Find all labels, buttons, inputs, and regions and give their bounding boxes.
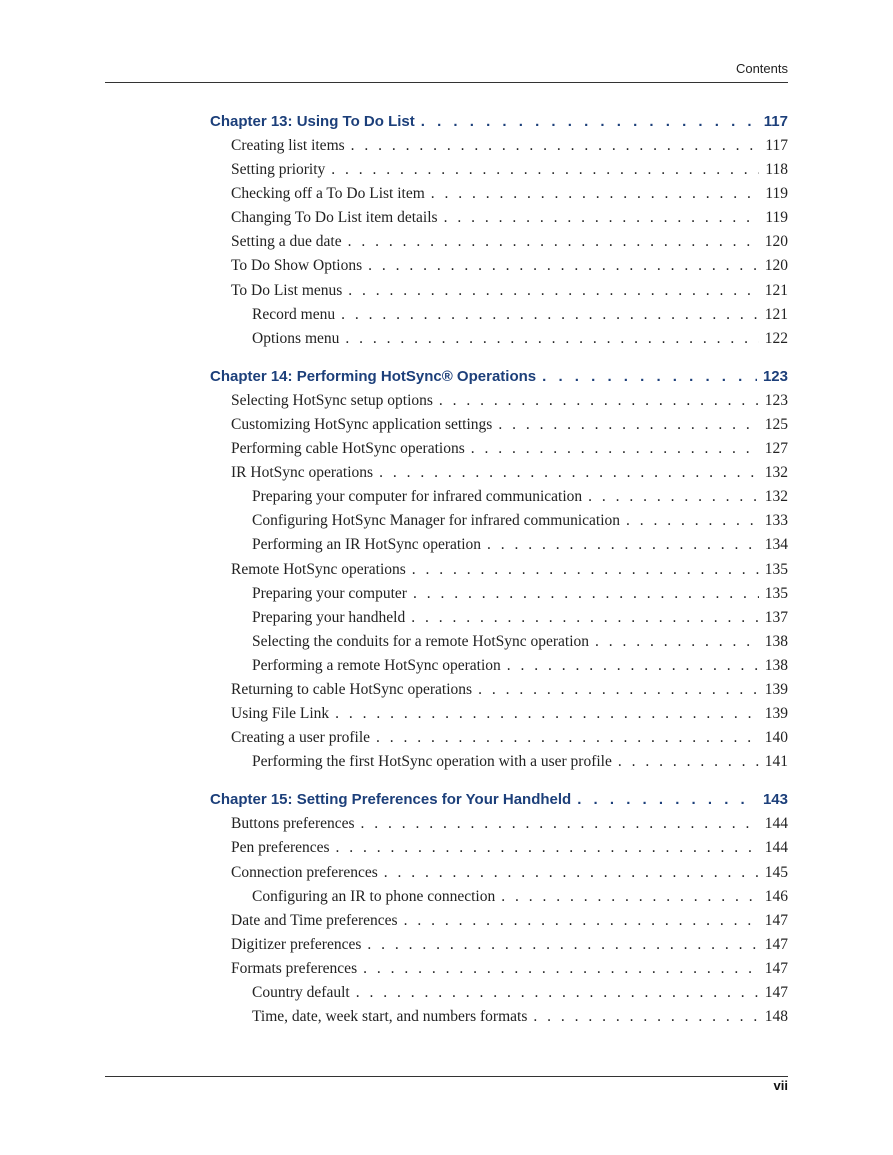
toc-entry-page: 117 xyxy=(763,113,788,130)
dot-leader xyxy=(444,206,760,230)
toc-entry-title: Chapter 15: Setting Preferences for Your Handheld xyxy=(210,791,572,809)
dot-leader xyxy=(577,788,757,812)
toc-entry-page: 121 xyxy=(764,281,788,299)
toc-entry-page: 122 xyxy=(764,329,788,347)
toc-entry-title: To Do List menus xyxy=(231,281,343,299)
dot-leader xyxy=(595,630,759,654)
dot-leader xyxy=(421,110,758,134)
dot-leader xyxy=(501,885,759,909)
toc-entry-title: Remote HotSync operations xyxy=(231,560,406,578)
toc-entry-title: Setting priority xyxy=(231,161,326,179)
toc-entry-title: Record menu xyxy=(252,305,336,323)
dot-leader xyxy=(356,981,759,1005)
toc-entry-title: Checking off a To Do List item xyxy=(231,185,425,203)
toc-section-entry[interactable] xyxy=(210,558,788,582)
toc-chapter-entry[interactable] xyxy=(210,110,788,134)
toc-section-entry[interactable] xyxy=(210,437,788,461)
toc-entry-page: 127 xyxy=(764,440,788,458)
toc-entry-title: Creating a user profile xyxy=(231,729,371,747)
toc-entry-page: 133 xyxy=(764,512,788,530)
toc-entry-title: To Do Show Options xyxy=(231,257,363,275)
toc-subsection-entry[interactable] xyxy=(210,303,788,327)
toc-entry-title: Options menu xyxy=(252,329,340,347)
toc-entry-title: Returning to cable HotSync operations xyxy=(231,680,473,698)
toc-entry-title: Using File Link xyxy=(231,705,330,723)
toc-entry-title: Performing an IR HotSync operation xyxy=(252,536,482,554)
dot-leader xyxy=(626,509,759,533)
dot-leader xyxy=(618,750,759,774)
toc-entry-page: 141 xyxy=(764,753,788,771)
dot-leader xyxy=(379,461,759,485)
dot-leader xyxy=(376,726,759,750)
toc-entry-title: Configuring HotSync Manager for infrared communication xyxy=(252,512,621,530)
toc-entry-page: 147 xyxy=(764,935,788,953)
dot-leader xyxy=(341,303,759,327)
dot-leader xyxy=(411,606,759,630)
toc-subsection-entry[interactable] xyxy=(210,582,788,606)
toc-entry-title: Preparing your computer xyxy=(252,584,407,602)
toc-entry-page: 117 xyxy=(765,137,788,154)
toc-section-entry[interactable] xyxy=(210,812,788,836)
dot-leader xyxy=(367,933,758,957)
toc-entry-page: 134 xyxy=(764,536,788,554)
toc-entry-page: 121 xyxy=(764,305,788,323)
toc-section-entry[interactable] xyxy=(210,933,788,957)
toc-entry-title: Configuring an IR to phone connection xyxy=(252,887,496,905)
toc-entry-title: Date and Time preferences xyxy=(231,911,398,929)
toc-section-entry[interactable] xyxy=(210,254,788,278)
toc-entry-page: 123 xyxy=(764,391,788,409)
toc-chapter-entry[interactable] xyxy=(210,788,788,812)
dot-leader xyxy=(336,836,759,860)
dot-leader xyxy=(351,134,760,158)
toc-entry-title: Performing the first HotSync operation with a user profile xyxy=(252,753,612,771)
toc-entry-page: 138 xyxy=(764,632,788,650)
toc-entry-title: Digitizer preferences xyxy=(231,935,362,953)
toc-entry-page: 120 xyxy=(764,257,788,275)
toc-entry-title: Country default xyxy=(252,984,350,1001)
toc-entry-page: 147 xyxy=(764,959,788,977)
toc-entry-page: 139 xyxy=(764,680,788,698)
toc-section-entry[interactable] xyxy=(210,702,788,726)
toc-entry-title: Pen preferences xyxy=(231,839,330,857)
toc-entry-title: Buttons preferences xyxy=(231,815,355,833)
dot-leader xyxy=(348,279,758,303)
toc-entry-page: 135 xyxy=(764,584,788,602)
toc-subsection-entry[interactable] xyxy=(210,981,788,1005)
toc-subsection-entry[interactable] xyxy=(210,885,788,909)
toc-entry-title: Setting a due date xyxy=(231,233,342,251)
toc-subsection-entry[interactable] xyxy=(210,327,788,351)
dot-leader xyxy=(384,861,759,885)
dot-leader xyxy=(412,558,759,582)
toc-section-entry[interactable] xyxy=(210,389,788,413)
toc-section-entry[interactable] xyxy=(210,909,788,933)
dot-leader xyxy=(413,582,759,606)
toc-entry-page: 139 xyxy=(764,705,788,723)
toc-entry-title: Chapter 13: Using To Do List xyxy=(210,113,415,130)
toc-entry-page: 144 xyxy=(764,815,788,833)
toc-subsection-entry[interactable] xyxy=(210,606,788,630)
toc-entry-page: 145 xyxy=(764,863,788,881)
dot-leader xyxy=(542,365,757,389)
dot-leader xyxy=(498,413,758,437)
toc-subsection-entry[interactable] xyxy=(210,630,788,654)
toc-entry-title: Performing cable HotSync operations xyxy=(231,440,465,458)
toc-entry-page: 120 xyxy=(764,233,788,251)
toc-entry-title: Preparing your handheld xyxy=(252,608,406,626)
toc-section-entry[interactable] xyxy=(210,726,788,750)
toc-entry-page: 143 xyxy=(762,791,788,809)
toc-entry-title: Chapter 14: Performing HotSync® Operations xyxy=(210,367,537,385)
dot-leader xyxy=(588,485,759,509)
toc-entry-page: 148 xyxy=(764,1008,788,1026)
header-rule xyxy=(105,82,788,83)
toc-entry-title: Changing To Do List item details xyxy=(231,209,438,227)
toc-subsection-entry[interactable] xyxy=(210,1005,788,1029)
table-of-contents xyxy=(210,110,788,1029)
toc-section-entry[interactable] xyxy=(210,678,788,702)
toc-entry-page: 119 xyxy=(765,185,788,203)
toc-entry-page: 146 xyxy=(764,887,788,905)
toc-entry-title: Preparing your computer for infrared communication xyxy=(252,488,583,506)
dot-leader xyxy=(331,158,759,182)
toc-entry-title: IR HotSync operations xyxy=(231,464,374,482)
toc-entry-page: 119 xyxy=(765,209,788,227)
dot-leader xyxy=(348,230,759,254)
dot-leader xyxy=(439,389,759,413)
toc-entry-page: 138 xyxy=(764,656,788,674)
toc-section-entry[interactable] xyxy=(210,836,788,860)
dot-leader xyxy=(478,678,759,702)
toc-section-entry[interactable] xyxy=(210,182,788,206)
dot-leader xyxy=(471,437,759,461)
dot-leader xyxy=(487,533,759,557)
toc-subsection-entry[interactable] xyxy=(210,654,788,678)
dot-leader xyxy=(507,654,759,678)
toc-entry-title: Connection preferences xyxy=(231,863,378,881)
dot-leader xyxy=(404,909,759,933)
toc-section-entry[interactable] xyxy=(210,861,788,885)
toc-section-entry[interactable] xyxy=(210,461,788,485)
toc-entry-page: 147 xyxy=(764,984,788,1001)
dot-leader xyxy=(368,254,759,278)
toc-section-entry[interactable] xyxy=(210,279,788,303)
toc-section-entry[interactable] xyxy=(210,158,788,182)
toc-entry-page: 123 xyxy=(762,367,788,385)
toc-section-entry[interactable] xyxy=(210,957,788,981)
toc-entry-page: 140 xyxy=(764,729,788,747)
toc-entry-page: 147 xyxy=(764,911,788,929)
toc-chapter-entry[interactable] xyxy=(210,365,788,389)
dot-leader xyxy=(335,702,759,726)
dot-leader xyxy=(431,182,760,206)
toc-subsection-entry[interactable] xyxy=(210,509,788,533)
toc-section-entry[interactable] xyxy=(210,206,788,230)
toc-section-entry[interactable] xyxy=(210,134,788,158)
toc-subsection-entry[interactable] xyxy=(210,485,788,509)
toc-entry-title: Creating list items xyxy=(231,137,345,154)
toc-entry-page: 137 xyxy=(764,608,788,626)
toc-section-entry[interactable] xyxy=(210,413,788,437)
toc-entry-page: 132 xyxy=(764,464,788,482)
toc-entry-page: 132 xyxy=(764,488,788,506)
toc-entry-page: 135 xyxy=(764,560,788,578)
toc-subsection-entry[interactable] xyxy=(210,533,788,557)
footer-rule xyxy=(105,1076,788,1077)
toc-subsection-entry[interactable] xyxy=(210,750,788,774)
dot-leader xyxy=(363,957,759,981)
toc-entry-title: Selecting HotSync setup options xyxy=(231,391,433,409)
dot-leader xyxy=(345,327,758,351)
toc-entry-title: Customizing HotSync application settings xyxy=(231,415,493,433)
toc-entry-title: Time, date, week start, and numbers formats xyxy=(252,1008,528,1026)
dot-leader xyxy=(361,812,759,836)
dot-leader xyxy=(533,1005,758,1029)
toc-entry-title: Formats preferences xyxy=(231,959,358,977)
page-number: vii xyxy=(773,1078,788,1093)
toc-entry-title: Performing a remote HotSync operation xyxy=(252,656,501,674)
toc-entry-page: 144 xyxy=(764,839,788,857)
toc-entry-title: Selecting the conduits for a remote HotSync operation xyxy=(252,632,590,650)
toc-entry-page: 118 xyxy=(765,161,788,179)
toc-section-entry[interactable] xyxy=(210,230,788,254)
toc-entry-page: 125 xyxy=(764,415,788,433)
running-header: Contents xyxy=(735,61,788,76)
